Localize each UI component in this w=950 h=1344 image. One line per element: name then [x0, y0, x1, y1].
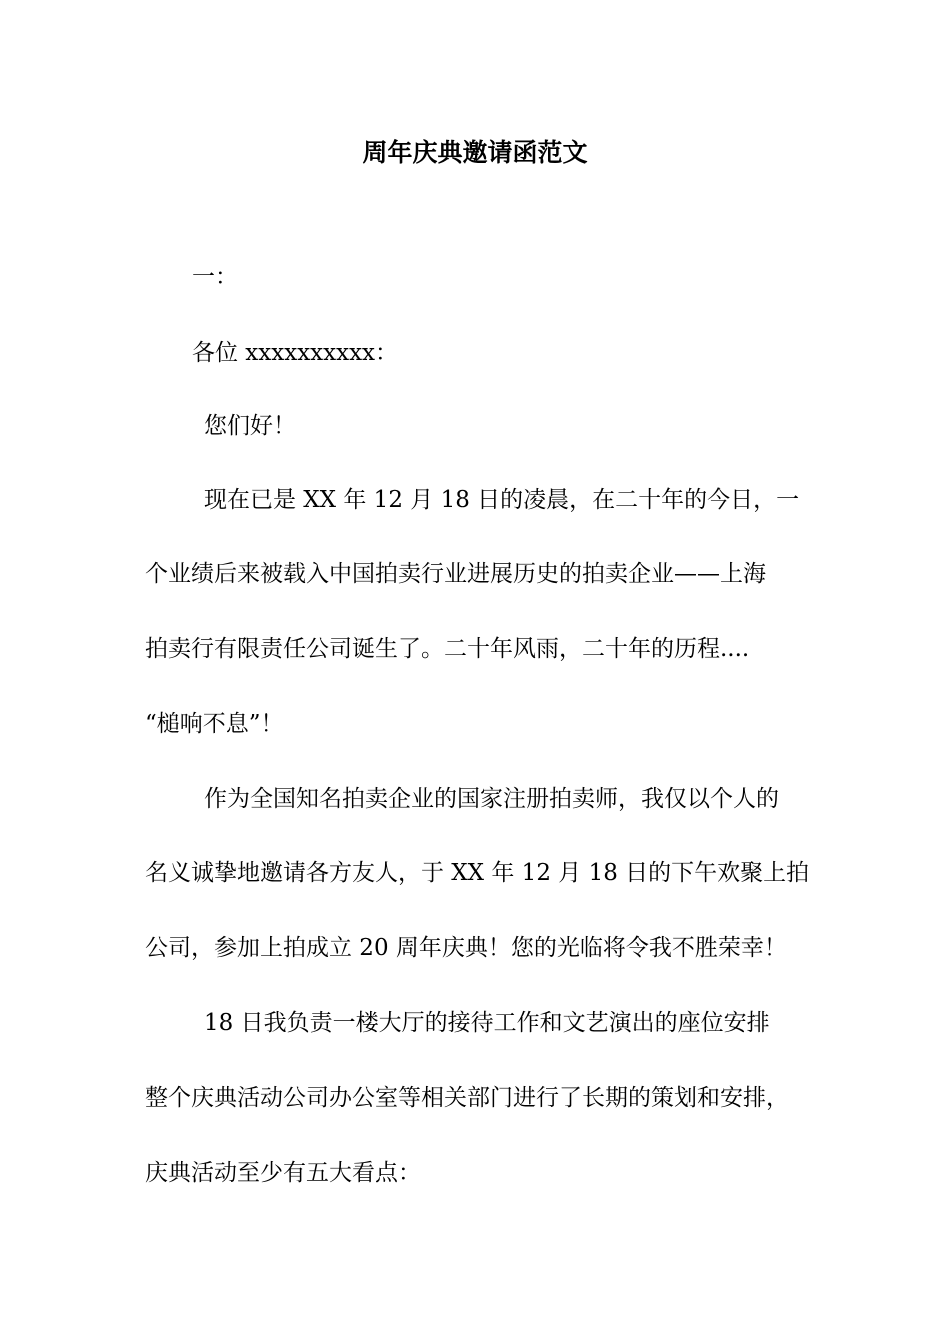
paragraph-line: “槌响不息”！	[145, 711, 284, 737]
paragraph-line: 个业绩后来被载入中国拍卖行业进展历史的拍卖企业——上海	[145, 561, 766, 587]
paragraph-line: 公司，参加上拍成立 20 周年庆典！您的光临将令我不胜荣幸！	[145, 935, 787, 961]
section-heading: 一：	[192, 264, 238, 290]
paragraph-line: 现在已是 XX 年 12 月 18 日的凌晨，在二十年的今日，一	[204, 487, 800, 513]
paragraph-line: 庆典活动至少有五大看点：	[145, 1160, 421, 1186]
paragraph-line: 18 日我负责一楼大厅的接待工作和文艺演出的座位安排	[204, 1010, 770, 1036]
paragraph-line: 名义诚挚地邀请各方友人，于 XX 年 12 月 18 日的下午欢聚上拍	[145, 860, 810, 886]
salutation: 各位 xxxxxxxxxx：	[192, 340, 399, 366]
paragraph-line: 拍卖行有限责任公司诞生了。二十年风雨，二十年的历程....	[145, 636, 750, 662]
paragraph-line: 整个庆典活动公司办公室等相关部门进行了长期的策划和安排，	[145, 1085, 789, 1111]
paragraph-line: 作为全国知名拍卖企业的国家注册拍卖师，我仅以个人的	[204, 786, 779, 812]
greeting: 您们好！	[204, 413, 296, 439]
document-title: 周年庆典邀请函范文	[362, 138, 588, 167]
